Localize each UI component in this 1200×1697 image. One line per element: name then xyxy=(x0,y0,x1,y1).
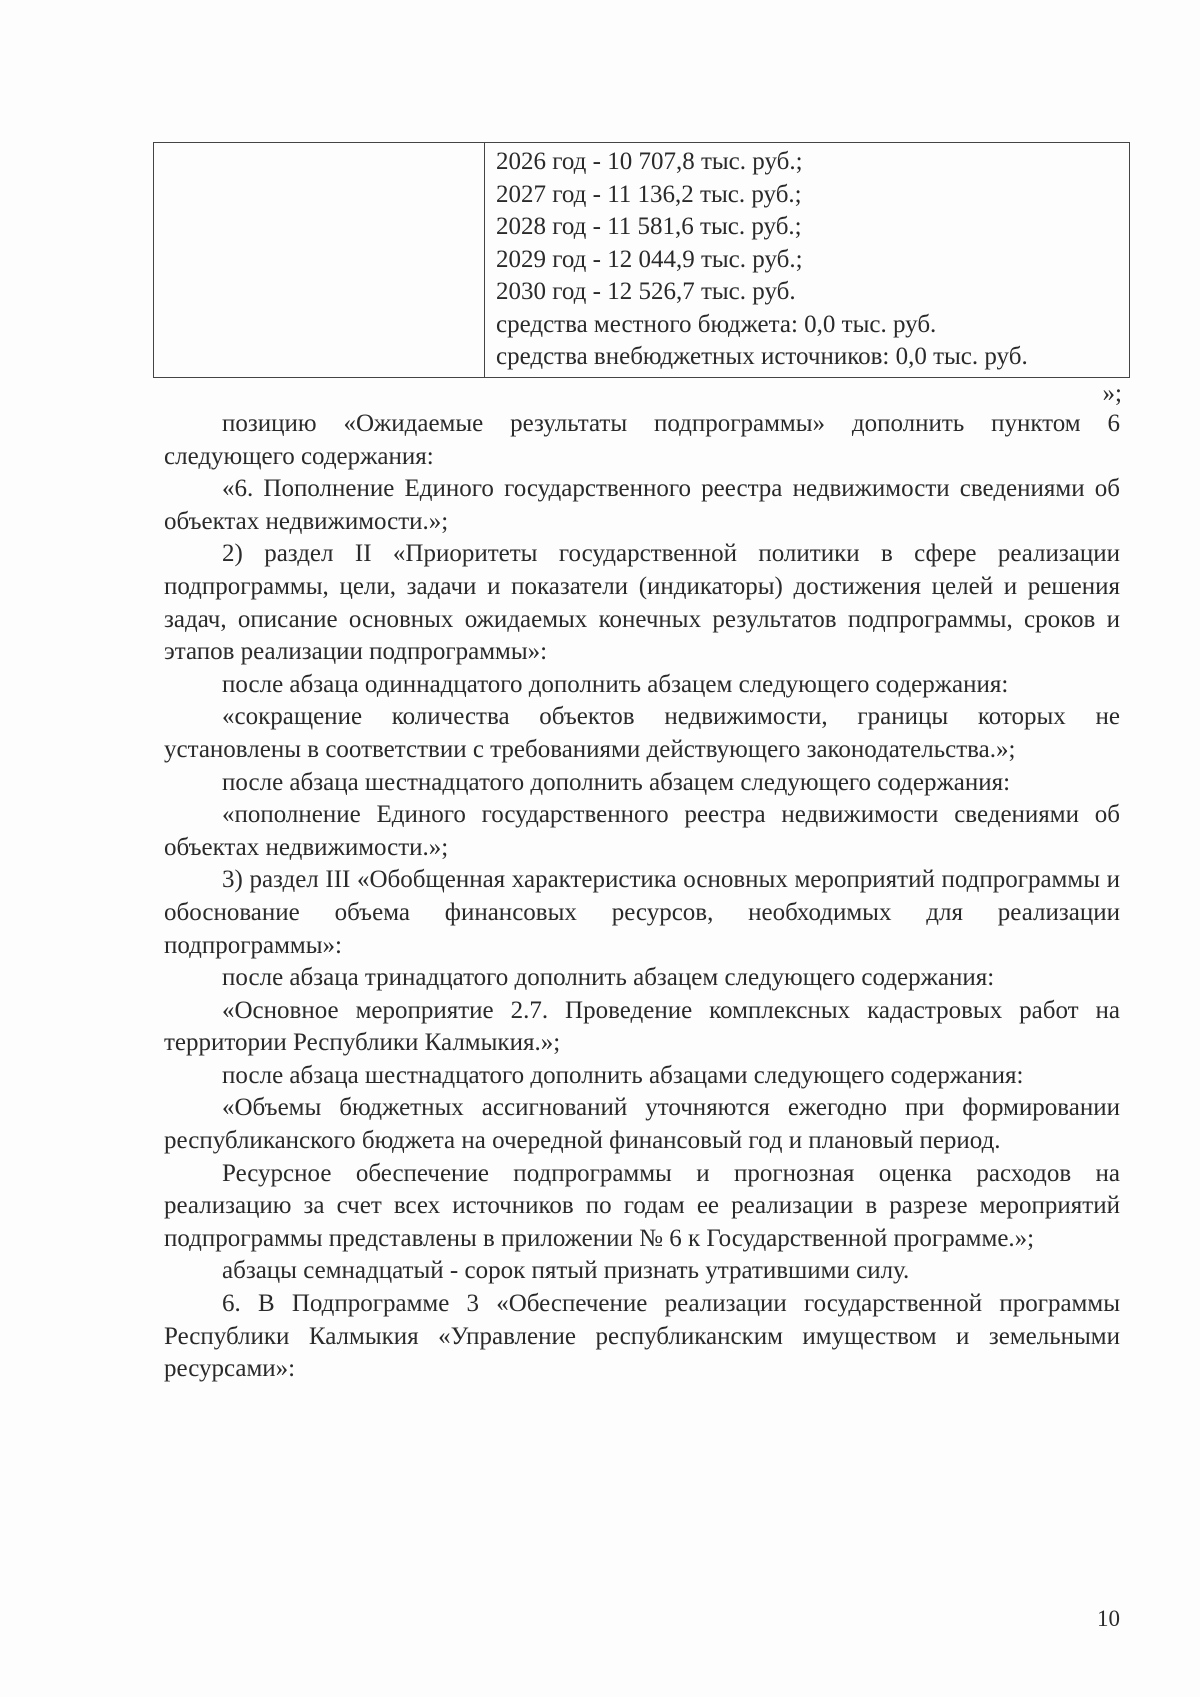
table-row: 2030 год - 12 526,7 тыс. руб. xyxy=(496,278,796,305)
paragraph: «пополнение Единого государственного реестра недвижимости сведениями об объектах недвижимости.»; xyxy=(164,801,1120,861)
paragraph: «6. Пополнение Единого государственного реестра недвижимости сведениями об объектах недвижимости.»; xyxy=(164,475,1120,535)
paragraph: 6. В Подпрограмме 3 «Обеспечение реализации государственной программы Республики Калмыкия «Управление республиканским имуществом и земельными ресурсами»: xyxy=(164,1290,1120,1383)
table-row: 2027 год - 11 136,2 тыс. руб.; xyxy=(496,180,802,208)
paragraph: после абзаца тринадцатого дополнить абзацем следующего содержания: xyxy=(222,964,995,992)
paragraph: Ресурсное обеспечение подпрограммы и прогнозная оценка расходов на реализацию за счет всех источников по годам ее реализации в разрезе мероприятий подпрограммы представлены в приложении № 6 к Государственной программе.»; xyxy=(164,1159,1120,1252)
paragraph: абзацы семнадцатый - сорок пятый признать утратившими силу. xyxy=(222,1257,910,1285)
body-text xyxy=(164,408,1120,1386)
paragraph: после абзаца одиннадцатого дополнить абзацем следующего содержания: xyxy=(222,670,1009,698)
financing-table xyxy=(153,142,1130,378)
table-right-cell xyxy=(496,146,1123,374)
table-row: 2028 год - 11 581,6 тыс. руб.; xyxy=(496,213,802,240)
page-number: 10 xyxy=(1097,1606,1120,1631)
paragraph: 3) раздел III «Обобщенная характеристика основных мероприятий подпрограммы и обоснование объема финансовых ресурсов, необходимых для реализации подпрограммы»: xyxy=(164,866,1120,959)
table-row: средства внебюджетных источников: 0,0 тыс. руб. xyxy=(496,343,1028,370)
table-closing-quote: »; xyxy=(1102,380,1122,407)
paragraph: после абзаца шестнадцатого дополнить абзацами следующего содержания: xyxy=(222,1061,1024,1089)
paragraph: «сокращение количества объектов недвижимости, границы которых не установлены в соответствии с требованиями действующего законодательства.»; xyxy=(164,703,1120,763)
table-row: 2026 год - 10 707,8 тыс. руб.; xyxy=(496,148,803,175)
paragraph: «Объемы бюджетных ассигнований уточняются ежегодно при формировании республиканского бюджета на очередной финансовый год и плановый период. xyxy=(164,1094,1120,1155)
paragraph: «Основное мероприятие 2.7. Проведение комплексных кадастровых работ на территории Республики Калмыкия.»; xyxy=(164,996,1120,1057)
table-row: 2029 год - 12 044,9 тыс. руб.; xyxy=(496,245,803,273)
paragraph: после абзаца шестнадцатого дополнить абзацем следующего содержания: xyxy=(222,768,1011,796)
paragraph: позицию «Ожидаемые результаты подпрограммы» дополнить пунктом 6 следующего содержания: xyxy=(164,410,1120,470)
table-row: средства местного бюджета: 0,0 тыс. руб. xyxy=(496,310,937,338)
paragraph: 2) раздел II «Приоритеты государственной политики в сфере реализации подпрограммы, цели, задачи и показатели (индикаторы) достижения целей и решения задач, описание основных ожидаемых конечных результатов подпрограммы, сроков и этапов реализации подпрограммы»: xyxy=(164,540,1120,666)
table-left-cell xyxy=(154,143,485,377)
